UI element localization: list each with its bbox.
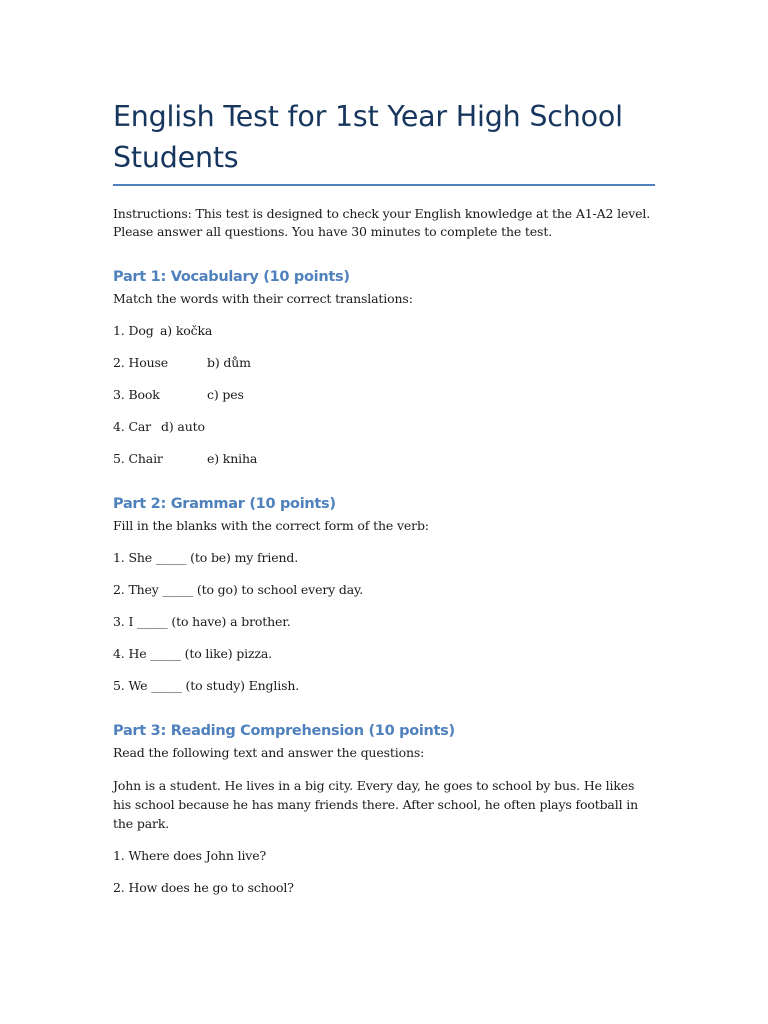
vocab-item [113, 354, 655, 372]
section-grammar [113, 494, 655, 695]
section-heading-vocabulary: Part 1: Vocabulary (10 points) [113, 269, 350, 285]
vocab-word: 5. Chair [113, 451, 163, 466]
vocab-word: 2. House [113, 355, 168, 370]
grammar-item: 5. We _____ (to study) English. [113, 678, 300, 693]
vocab-word: 3. Book [113, 387, 160, 402]
section-vocabulary [113, 267, 655, 468]
reading-passage: John is a student. He lives in a big city. Every day, he goes to school by bus. He likes his school because he has many friends there. After school, he often plays football in the park. [113, 778, 639, 831]
reading-question: 2. How does he go to school? [113, 880, 294, 895]
section-reading [113, 721, 655, 897]
vocab-translation: a) kočka [160, 323, 213, 338]
document-page [113, 96, 655, 897]
vocab-item [113, 450, 655, 468]
vocab-item [113, 386, 655, 404]
grammar-item: 1. She _____ (to be) my friend. [113, 550, 299, 565]
vocab-translation: c) pes [207, 387, 244, 402]
grammar-item: 3. I _____ (to have) a brother. [113, 614, 291, 629]
title-underline [113, 184, 655, 186]
vocab-word: 4. Car [113, 419, 151, 434]
section-intro-grammar: Fill in the blanks with the correct form of the verb: [113, 518, 429, 533]
section-heading-grammar: Part 2: Grammar (10 points) [113, 496, 336, 512]
grammar-item: 4. He _____ (to like) pizza. [113, 646, 273, 661]
section-intro-vocabulary: Match the words with their correct translations: [113, 291, 413, 306]
grammar-item: 2. They _____ (to go) to school every day. [113, 582, 364, 597]
vocab-item [113, 418, 655, 436]
instructions-text: Instructions: This test is designed to check your English knowledge at the A1-A2 level. Please answer all questions. You have 30 minutes to complete the test. [113, 206, 651, 239]
section-intro-reading: Read the following text and answer the questions: [113, 745, 425, 760]
vocab-word: 1. Dog [113, 323, 154, 338]
vocab-translation: d) auto [161, 419, 205, 434]
vocab-translation: e) kniha [207, 451, 258, 466]
vocab-translation: b) dům [207, 355, 251, 370]
reading-question: 1. Where does John live? [113, 848, 267, 863]
vocab-item [113, 322, 655, 340]
document-title: English Test for 1st Year High School Students [113, 100, 623, 174]
section-heading-reading: Part 3: Reading Comprehension (10 points) [113, 723, 455, 739]
